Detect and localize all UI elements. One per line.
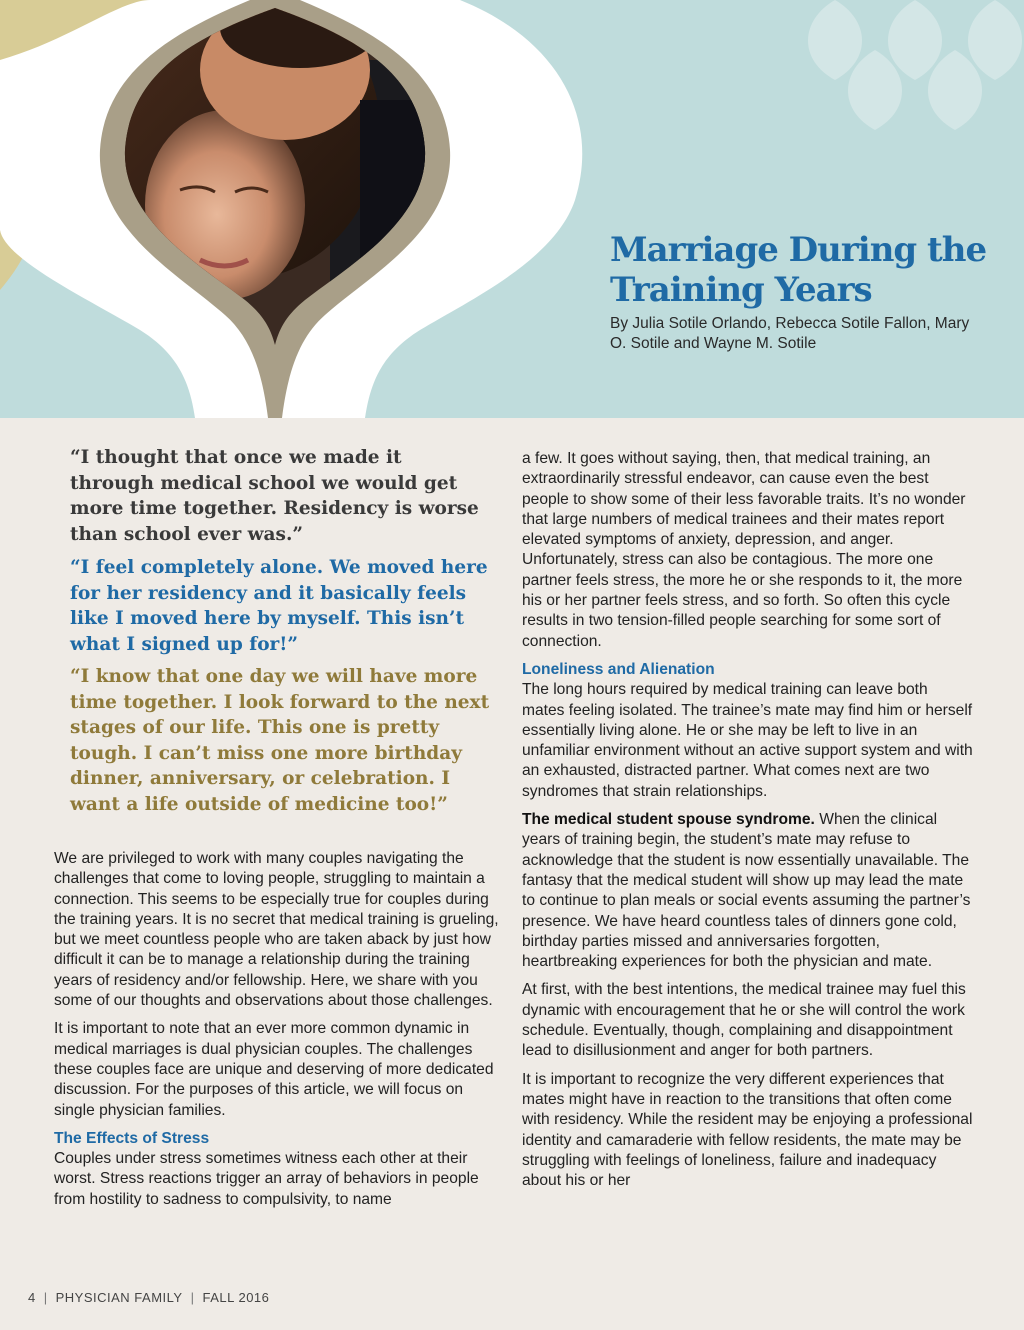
paragraph-text: When the clinical years of training begin, the student’s mate may refuse to acknowledge that the student is now essentially unavailable. The fantasy that the medical student will show up may lead the mate to continue to plan meals or social events assuming the partner’s presence. We have heard countless tales of dinners gone cold, birthday parties missed and anniversaries forgotten, heartbreaking experiences for both the physician and mate. xyxy=(522,811,971,971)
paragraph: At first, with the best intentions, the medical trainee may fuel this dynamic with encouragement that he or she will control the work schedule. Eventually, though, complaining and disappointment lead to disillusionment and anger for both partners. xyxy=(522,981,966,1060)
paragraph xyxy=(522,810,974,972)
subhead-effects-of-stress: The Effects of Stress xyxy=(54,1129,210,1147)
pattern-ogees xyxy=(808,0,1022,130)
paragraph: It is important to recognize the very different experiences that mates might have in reaction to the transitions that often come with residency. While the resident may be enjoying a professional identity and camaraderie with fellow residents, the mate may be struggling with feelings of loneliness, failure and inadequacy about his or her xyxy=(522,1070,973,1190)
paragraph: It is important to note that an ever more common dynamic in medical marriages is dual physician couples. The challenges these couples face are unique and deserving of more dedicated discussion. For the purposes of this article, we will focus on single physician families. xyxy=(54,1020,494,1119)
hero-banner xyxy=(0,0,1024,418)
paragraph: We are privileged to work with many couples navigating the challenges that come to loving people, struggling to maintain a connection. This seems to be especially true for couples during the training years. It is no secret that medical training is grueling, but we meet countless people who are taken aback by just how difficult it can be to manage a relationship during the training years of residency and/or fellowship. Here, we share with you some of our thoughts and observations about those challenges. xyxy=(54,850,499,1010)
body-column-left xyxy=(54,849,504,1218)
paragraph: Couples under stress sometimes witness each other at their worst. Stress reactions trigger an array of behaviors in people from hostility to sadness to compulsivity, to name xyxy=(54,1150,479,1208)
subhead-loneliness-alienation: Loneliness and Alienation xyxy=(522,660,715,678)
decorative-ogee-art xyxy=(0,0,1024,418)
pull-quote-1: “I thought that once we made it through medical school we would get more time together. Residency is worse than school ever was.” xyxy=(70,447,479,545)
paragraph: a few. It goes without saying, then, that medical training, an extraordinarily stressful endeavor, can cause even the best people to show some of their less favorable traits. It’s no wonder that large numbers of medical trainees and their mates report elevated symptoms of anxiety, depression, and anger. Unfortunately, stress can also be contagious. The more one partner feels stress, the more he or she responds to it, the more his or her partner feels stress, and so forth. So often this cycle results in two tension-filled people searching for some sort of connection. xyxy=(522,450,966,650)
publication-name: PHYSICIAN FAMILY xyxy=(55,1290,183,1305)
page-number: 4 xyxy=(28,1290,36,1305)
issue-date: FALL 2016 xyxy=(202,1290,270,1305)
page-footer: 4 | PHYSICIAN FAMILY | FALL 2016 xyxy=(28,1290,270,1305)
pull-quote-3: “I know that one day we will have more time together. I look forward to the next stages of our life. This one is pretty tough. I can’t miss one more birthday dinner, anniversary, or celebration. I want a life outside of medicine too!” xyxy=(70,666,490,815)
syndrome-lead-in: The medical student spouse syndrome. xyxy=(522,811,815,829)
paragraph: The long hours required by medical training can leave both mates feeling isolated. The trainee’s mate may find him or herself essentially living alone. He or she may be left to live in an unfamiliar environment without an active support system and with an exhausted, distracted partner. What comes next are two syndromes that strain relationships. xyxy=(522,681,973,800)
article-byline: By Julia Sotile Orlando, Rebecca Sotile Fallon, Mary O. Sotile and Wayne M. Sotile xyxy=(610,315,970,352)
pull-quote-2: “I feel completely alone. We moved here for her residency and it basically feels like I moved here by myself. This isn’t what I signed up for!” xyxy=(70,557,488,655)
body-column-right xyxy=(522,449,974,1199)
article-title: Marriage During the Training Years xyxy=(610,230,987,310)
